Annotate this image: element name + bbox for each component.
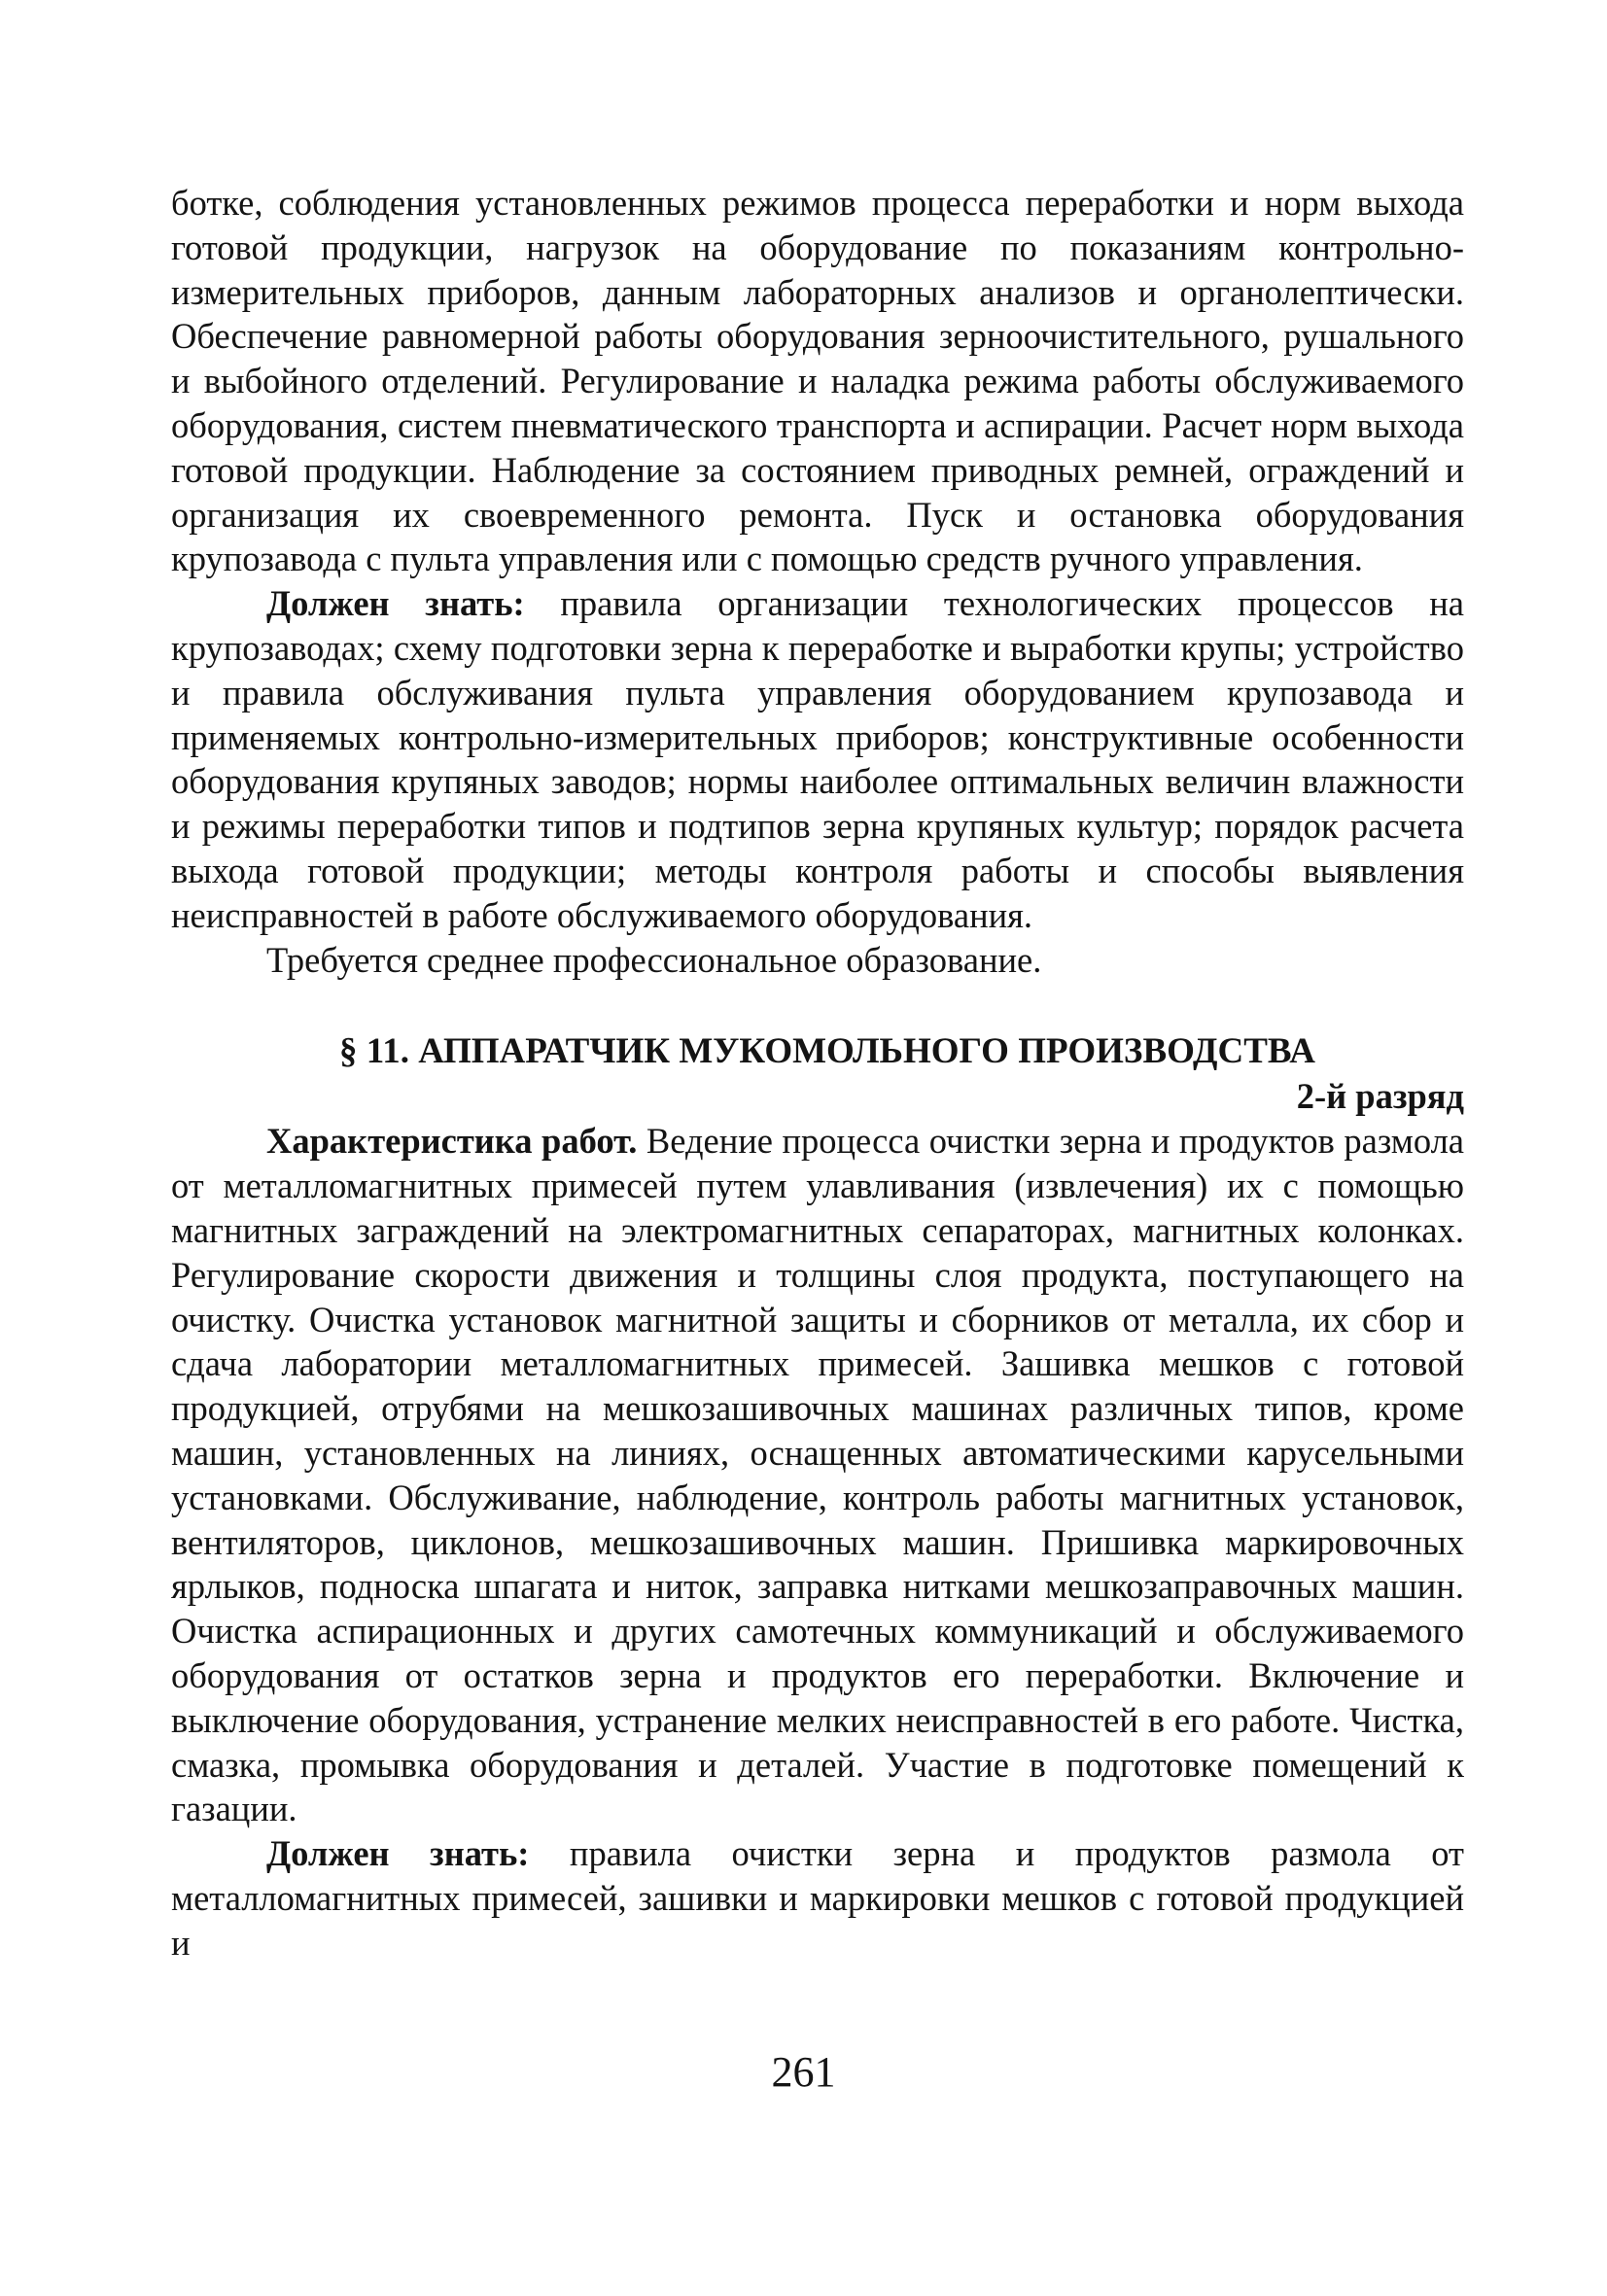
grade-label: 2-й разряд (1296, 1076, 1464, 1117)
paragraph-education: Требуется среднее профессиональное образование. (266, 939, 1042, 980)
document-page (171, 181, 1464, 1965)
section-heading: § 11. АППАРАТЧИК МУКОМОЛЬНОГО ПРОИЗВОДСТВА (339, 1031, 1315, 1072)
must-know-label-1: Должен знать: (266, 583, 525, 624)
paragraph-must-know-2 (171, 1831, 1464, 1965)
paragraph-work-characteristics (171, 1119, 1464, 1831)
must-know-text-2: правила очистки зерна и продуктов размола от металломагнитных примесей, зашивки и маркировки мешков с готовой продукцией и (171, 1833, 1464, 1963)
must-know-label-2: Должен знать: (266, 1833, 530, 1874)
work-characteristics-text: Ведение процесса очистки зерна и продуктов размола от металломагнитных примесей путем улавливания (извлечения) их с помощью магнитных заграждений на электромагнитных сепараторах, магнитных колонках. Регулирование скорости движения и толщины слоя продукта, поступающего на очистку. Очистка установок магнитной защиты и сборников от металла, их сбор и сдача лаборатории металломагнитных примесей. Зашивка мешков с готовой продукцией, отрубями на мешкозашивочных машинах различных типов, кроме машин, установленных на линиях, оснащенных автоматическими карусельными установками. Обслуживание, наблюдение, контроль работы магнитных установок, вентиляторов, циклонов, мешкозашивочных машин. Пришивка маркировочных ярлыков, подноска шпагата и ниток, заправка нитками мешкозаправочных машин. Очистка аспирационных и других самотечных коммуникаций и обслуживаемого оборудования от остатков зерна и продуктов его переработки. Включение и выключение оборудования, устранение мелких неисправностей в его работе. Чистка, смазка, промывка оборудования и деталей. Участие в подготовке помещений к газации. (171, 1121, 1465, 1829)
work-characteristics-label: Характеристика работ. (266, 1121, 638, 1162)
page-number: 261 (771, 2048, 836, 2096)
must-know-text-1: правила организации технологических процессов на крупозаводах; схему подготовки зерна к переработке и выработки крупы; устройство и правила обслуживания пульта управления оборудованием крупозавода и применяемых контрольно-измерительных приборов; конструктивные особенности оборудования крупяных заводов; нормы наиболее оптимальных величин влажности и режимы переработки типов и подтипов зерна крупяных культур; порядок расчета выхода готовой продукции; методы контроля работы и способы выявления неисправностей в работе обслуживаемого оборудования. (171, 583, 1464, 935)
paragraph-continuation: ботке, соблюдения установленных режимов процесса переработки и норм выхода готовой продукции, нагрузок на оборудование по показаниям контрольно-измерительных приборов, данным лабораторных анализов и органолептически. Обеспечение равномерной работы оборудования зерноочистительного, рушального и выбойного отделений. Регулирование и наладка режима работы обслуживаемого оборудования, систем пневматического транспорта и аспирации. Расчет норм выхода готовой продукции. Наблюдение за состоянием приводных ремней, ограждений и организация их своевременного ремонта. Пуск и остановка оборудования крупозавода с пульта управления или с помощью средств ручного управления. (171, 183, 1464, 579)
paragraph-must-know-1 (171, 581, 1464, 937)
